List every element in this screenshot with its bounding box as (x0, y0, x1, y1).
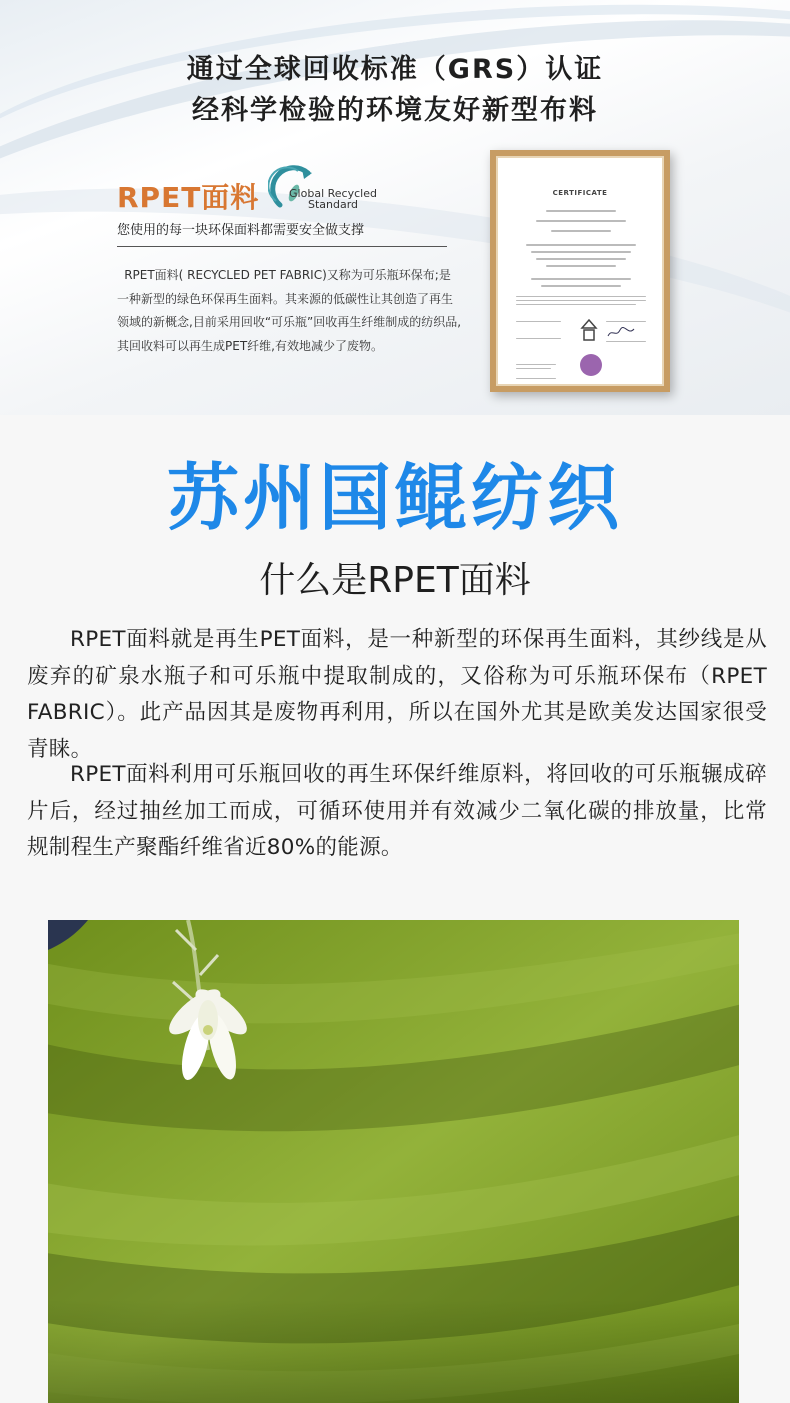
cert-text-line (531, 251, 631, 253)
banner-heading-line2: 经科学检验的环境友好新型布料 (192, 95, 598, 126)
cert-text-line (541, 285, 621, 287)
cert-text-line (606, 321, 646, 322)
banner-subtitle: 您使用的每一块环保面料都需要安全做支撑 (117, 219, 447, 247)
cert-text-line (536, 258, 626, 260)
cert-text-line (516, 300, 646, 301)
cert-text-line (546, 265, 616, 267)
cert-text-line (606, 341, 646, 342)
certificate-title: CERTIFICATE (552, 189, 608, 197)
cert-text-line (516, 364, 556, 365)
green-fabric-photo (48, 920, 739, 1403)
grs-certificate (490, 150, 670, 392)
rpet-title: RPET面料 (117, 181, 260, 214)
cert-text-line (516, 378, 556, 379)
cert-text-line (546, 210, 616, 212)
intro-paragraph-2: RPET面料利用可乐瓶回收的再生环保纤维原料，将回收的可乐瓶辗成碎片后，经过抽丝加工而成，可循环使用并有效减少二氧化碳的排放量，比常规制程生产聚酯纤维省近80%的能源。 (27, 762, 767, 860)
cert-text-line (551, 230, 611, 232)
banner-heading-line1: 通过全球回收标准（GRS）认证 (186, 54, 604, 85)
company-name: 苏州国鲲纺织 (166, 456, 623, 540)
cert-text-line (516, 296, 646, 297)
banner-body-text: RPET面料( RECYCLED PET FABRIC)又称为可乐瓶环保布;是一种新型的绿色环保再生面料。其来源的低碳性让其创造了再生领域的新概念,目前采用回收“可乐瓶”回收再生纤维制成的纺织品,其回收料可以再生成PET纤维,有效地减少了废物。 (117, 268, 462, 353)
cert-text-line (526, 244, 636, 246)
cert-text-line (516, 321, 561, 322)
grs-banner (0, 0, 790, 415)
recycle-logo-icon (578, 318, 600, 342)
cert-text-line (516, 338, 561, 339)
signature-mark (606, 326, 636, 340)
cert-text-line (531, 278, 631, 280)
cert-text-line (516, 304, 636, 305)
certificate-seal (580, 354, 602, 376)
cert-text-line (536, 220, 626, 222)
intro-paragraph-1: RPET面料就是再生PET面料，是一种新型的环保再生面料，其纱线是从废弃的矿泉水瓶子和可乐瓶中提取制成的，又俗称为可乐瓶环保布（RPET FABRIC）。此产品因其是废物再利用，所以在国外尤其是欧美发达国家很受青睐。 (27, 627, 767, 762)
section-title: 什么是RPET面料 (259, 560, 531, 601)
cert-text-line (516, 368, 551, 369)
fabric-folds (48, 920, 739, 1403)
grs-logo-text: Global Recycled Standard (289, 187, 377, 211)
